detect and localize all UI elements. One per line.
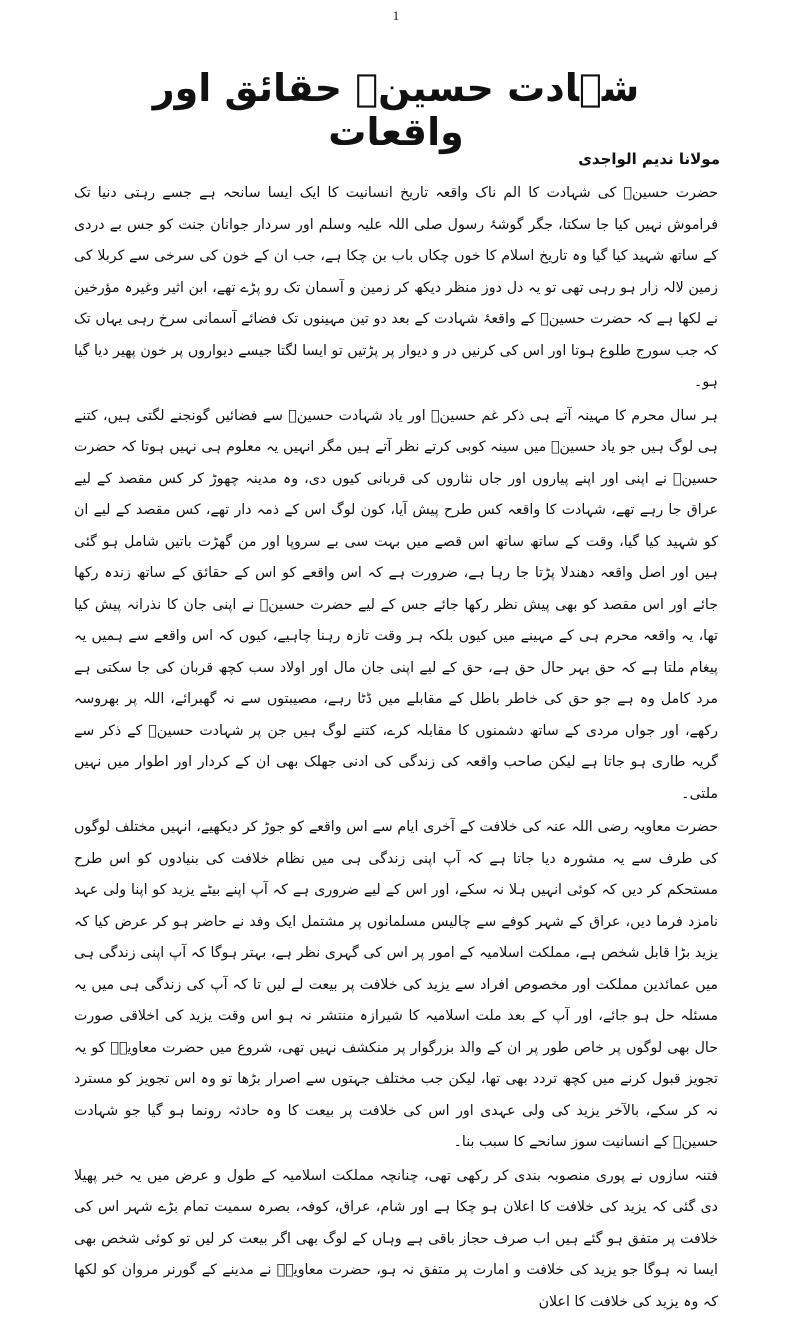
page-number: 1 xyxy=(392,8,400,23)
paragraph: حضرت معاویہ رضی اللہ عنہ کی خلافت کے آخری ایام سے اس واقعے کو جوڑ کر دیکھیے، انہیں مختلف لوگوں کی طرف سے یہ مشورہ دیا جاتا ہے کہ آپ اپنی زندگی ہی میں نظام خلافت کی بنیادوں کو اس طرح مستحکم کر دیں کہ کوئی انہیں ہلا نہ سکے، اور اس کے لیے ضروری ہے کہ آپ اپنے بیٹے یزید کو اپنا ولی عہد نامزد فرما دیں، عراق کے شہر کوفے سے چالیس مسلمانوں پر مشتمل ایک وفد نے حاضر ہو کر عرض کیا کہ یزید بڑا قابل شخص ہے، مملکت اسلامیہ کے امور پر اس کی گہری نظر ہے، بہتر ہوگا کہ آپ اپنی زندگی ہی میں عمائدین مملکت اور مخصوص افراد سے یزید کی خلافت پر بیعت لے لیں تا کہ آپ کی زندگی ہی میں یہ مسئلہ حل ہو جائے، اور آپ کے بعد ملت اسلامیہ کا شیرازہ منتشر نہ ہو اس وقت یزید کی اخلاقی صورت حال بھی لوگوں پر خاص طور پر ان کے والد بزرگوار پر منکشف نہیں تھی، شروع میں حضرت معاویہؓ کو یہ تجویز قبول کرنے میں کچھ تردد بھی تھا، لیکن جب مختلف جہتوں سے اصرار بڑھا تو وہ اس تجویز کو مسترد نہ کر سکے، بالآخر یزید کی ولی عہدی اور اس کی خلافت پر بیعت کا وہ حادثہ رونما ہو گیا جو شہادت حسینؓ کے انسانیت سوز سانحے کا سبب بنا۔ xyxy=(74,819,718,1150)
paragraph: فتنہ سازوں نے پوری منصوبہ بندی کر رکھی تھی، چنانچہ مملکت اسلامیہ کے طول و عرض میں یہ خبر پھیلا دی گئی کہ یزید کی خلافت کا اعلان ہو چکا ہے اور شام، عراق، کوفہ، بصرہ سمیت تمام بڑے شہر اس کی خلافت پر متفق ہو گئے ہیں اب صرف حجاز باقی ہے وہاں کے لوگ بھی اگر بیعت کر لیں تو کوئی شخص بھی ایسا نہ ہوگا جو یزید کی خلافت و امارت پر متفق نہ ہو، حضرت معاویہؓ نے مدینے کے گورنر مروان کو لکھا کہ وہ یزید کی خلافت کا اعلان xyxy=(74,1167,718,1310)
paragraph: ہر سال محرم کا مہینہ آتے ہی ذکر غم حسینؓ اور یاد شہادت حسینؓ سے فضائیں گونجنے لگتی ہیں، کتنے ہی لوگ ہیں جو یاد حسینؓ میں سینہ کوبی کرتے نظر آتے ہیں مگر انہیں یہ معلوم ہی نہیں ہوتا کہ حضرت حسینؓ نے اپنی اور اپنے پیاروں اور جاں نثاروں کی قربانی کیوں دی، وہ مدینہ چھوڑ کر کس مقصد کے لیے عراق جا رہے تھے، شہادت کا واقعہ کس طرح پیش آیا، کون لوگ اس کے ذمہ دار تھے، کس مقصد کے لیے ان کو شہید کیا گیا، وقت کے ساتھ ساتھ اس قصے میں بہت سی بے سروپا اور من گھڑت باتیں شامل ہو گئی ہیں اور اصل واقعہ دھندلا پڑتا جا رہا ہے، ضرورت ہے کہ اس واقعے کو اس کے حقائق کے ساتھ زندہ رکھا جائے اور اس مقصد کو بھی پیش نظر رکھا جائے جس کے لیے حضرت حسینؓ نے اپنی جان کا نذرانہ پیش کیا تھا، یہ واقعہ محرم ہی کے مہینے میں کیوں بلکہ ہر وقت تازہ رہنا چاہیے، کیوں کہ اس واقعے سے ہمیں یہ پیغام ملتا ہے کہ حق بہر حال حق ہے، حق کے لیے اپنی جان مال اور اولاد سب کچھ قربان کی جا سکتی ہے مرد کامل وہ ہے جو حق کی خاطر باطل کے مقابلے میں ڈٹا رہے، مصیبتوں سے نہ گھبرائے، اللہ پر بھروسہ رکھے، اور جواں مردی کے ساتھ دشمنوں کا مقابلہ کرے، کتنے لوگ ہیں جن پر شہادت حسینؓ کے ذکر سے گریہ طاری ہو جاتا ہے لیکن صاحب واقعہ کی زندگی کی ادنی جھلک بھی ان کے کردار اور اطوار میں نہیں ملتی۔ xyxy=(74,407,718,802)
paragraph: حضرت حسینؓ کی شہادت کا الم ناک واقعہ تاریخ انسانیت کا ایک ایسا سانحہ ہے جسے رہتی دنیا تک فراموش نہیں کیا جا سکتا، جگر گوشۂ رسول صلی اللہ علیہ وسلم اور سردار جوانان جنت کو جس بے دردی کے ساتھ شہید کیا گیا وہ تاریخ اسلام کا خوں چکاں باب بن چکا ہے، جب ان کے خون کی سرخی سے کربلا کی زمین لالہ زار ہو رہی تھی تو یہ دل دوز منظر دیکھ کر زمین و آسمان تک رو پڑے تھے، ابن اثیر وغیرہ مؤرخین نے لکھا ہے کہ حضرت حسینؓ کے واقعۂ شہادت کے بعد دو تین مہینوں تک فضائے آسمانی سرخ رہی یہاں تک کہ جب سورج طلوع ہوتا اور اس کی کرنیں در و دیوار پر پڑتیں تو ایسا لگتا جیسے دیواروں پر خون پھیر دیا گیا ہو۔ xyxy=(74,185,718,390)
article-body xyxy=(74,178,718,1320)
article-title: شہادت حسینؓ حقائق اور واقعات xyxy=(152,66,640,154)
author-name: مولانا ندیم الواجدی xyxy=(578,150,720,168)
